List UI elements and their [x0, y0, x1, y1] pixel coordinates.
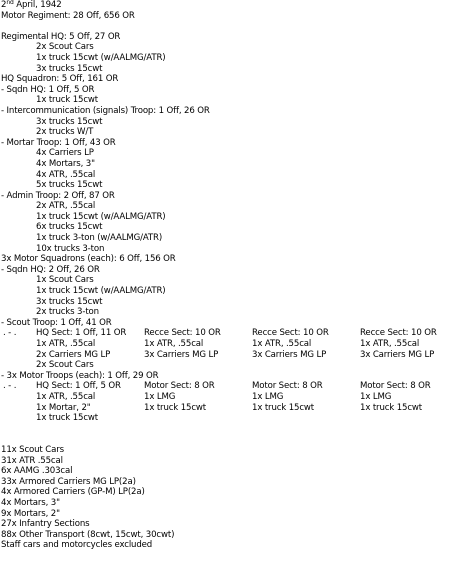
section-cell: 3x Carriers MG LP	[360, 349, 435, 360]
total-line: 4x Armored Carriers (GP-M) LP(2a)	[1, 487, 145, 498]
section-cell: 1x LMG	[360, 391, 392, 402]
admin-troop-title: - Admin Troop: 2 Off, 87 OR	[1, 190, 115, 201]
sqdn-hq-title: - Sqdn HQ: 1 Off, 5 OR	[1, 84, 95, 95]
equipment-line: 6x trucks 15cwt	[36, 222, 103, 233]
equipment-line: 3x trucks 15cwt	[36, 63, 103, 74]
equipment-line: 1x Scout Cars	[36, 275, 94, 286]
equipment-line: 1x truck 15cwt (w/AALMG/ATR)	[36, 52, 166, 63]
equipment-line: 1x truck 15cwt (w/AALMG/ATR)	[36, 211, 166, 222]
section-row	[1, 350, 473, 361]
total-line: 33x Armored Carriers MG LP(2a)	[1, 476, 136, 487]
section-cell: 1x ATR, .55cal	[36, 339, 96, 349]
equipment-line: 1x truck 15cwt (w/AALMG/ATR)	[36, 286, 166, 297]
equipment-line: 4x Mortars, 3"	[36, 158, 95, 169]
equipment-line: 2x Scout Cars	[36, 42, 94, 53]
section-row	[1, 403, 473, 414]
section-cell: 2x Carriers MG LP	[36, 349, 111, 360]
total-line: 88x Other Transport (8cwt, 15cwt, 30cwt)	[1, 529, 175, 540]
section-cell: 1x LMG	[252, 391, 284, 402]
section-row	[1, 360, 473, 371]
section-cell: 1x LMG	[144, 391, 176, 402]
section-cell: 1x Mortar, 2"	[36, 402, 91, 413]
row-prefix: . - .	[3, 381, 17, 392]
section-cell: 1x ATR, .55cal	[252, 339, 312, 349]
section-cell: 1x ATR, .55cal	[144, 339, 204, 349]
equipment-line: 1x truck 15cwt	[36, 95, 99, 106]
motor-squadrons-title: 3x Motor Squadrons (each): 6 Off, 156 OR	[1, 254, 176, 265]
equipment-line: 5x trucks 15cwt	[36, 180, 103, 191]
equipment-line: 4x ATR, .55cal	[36, 169, 96, 180]
total-line: 9x Mortars, 2"	[1, 508, 60, 519]
section-row	[1, 339, 473, 350]
motor-troops-title: - 3x Motor Troops (each): 1 Off, 29 OR	[1, 370, 159, 381]
sqdn-hq-title: - Sqdn HQ: 2 Off, 26 OR	[1, 264, 100, 275]
row-prefix: . - .	[3, 328, 17, 339]
section-cell: Recce Sect: 10 OR	[252, 328, 329, 339]
scout-troop-title: - Scout Troop: 1 Off, 41 OR	[1, 317, 112, 328]
section-row	[1, 381, 473, 392]
order-of-battle-document	[1, 0, 473, 551]
section-cell: 3x Carriers MG LP	[144, 349, 219, 360]
section-cell: 1x truck 15cwt	[252, 402, 315, 413]
section-cell: 1x truck 15cwt	[36, 413, 99, 424]
mortar-troop-title: - Mortar Troop: 1 Off, 43 OR	[1, 137, 116, 148]
equipment-line: 2x ATR, .55cal	[36, 201, 96, 212]
section-cell: HQ Sect: 1 Off, 11 OR	[36, 328, 127, 339]
equipment-line: 4x Carriers LP	[36, 148, 94, 159]
equipment-line: 3x trucks 15cwt	[36, 296, 103, 307]
equipment-line: 2x trucks 3-ton	[36, 307, 99, 318]
section-row	[1, 328, 473, 339]
section-cell: Motor Sect: 8 OR	[360, 381, 431, 392]
intercommunication-troop-title: - Intercommunication (signals) Troop: 1 Off, 26 OR	[1, 105, 210, 116]
regimental-hq-title: Regimental HQ: 5 Off, 27 OR	[1, 31, 121, 42]
section-cell: 1x ATR, .55cal	[36, 391, 96, 402]
hq-squadron-title: HQ Squadron: 5 Off, 161 OR	[1, 74, 119, 85]
total-line: 11x Scout Cars	[1, 444, 64, 455]
section-row	[1, 413, 473, 424]
section-row	[1, 392, 473, 403]
section-cell: 1x truck 15cwt	[360, 402, 423, 413]
section-cell: HQ Sect: 1 Off, 5 OR	[36, 381, 121, 392]
section-cell: 1x ATR, .55cal	[360, 339, 420, 349]
equipment-line: 3x trucks 15cwt	[36, 116, 103, 127]
equipment-line: 10x trucks 3-ton	[36, 243, 105, 254]
equipment-line: 1x truck 3-ton (w/AALMG/ATR)	[36, 233, 163, 244]
section-cell: 2x Scout Cars	[36, 360, 94, 371]
section-cell: Motor Sect: 8 OR	[144, 381, 215, 392]
regiment-summary: Motor Regiment: 28 Off, 656 OR	[1, 10, 135, 21]
equipment-line: 2x trucks W/T	[36, 127, 94, 138]
total-line: 6x AAMG .303cal	[1, 466, 73, 477]
document-date: 2nd April, 1942	[1, 0, 62, 10]
total-line: 31x ATR .55cal	[1, 455, 63, 466]
section-cell: 1x truck 15cwt	[144, 402, 207, 413]
total-note: Staff cars and motorcycles excluded	[1, 540, 153, 551]
section-cell: Recce Sect: 10 OR	[360, 328, 437, 339]
section-cell: Recce Sect: 10 OR	[144, 328, 221, 339]
total-line: 4x Mortars, 3"	[1, 497, 60, 508]
section-cell: Motor Sect: 8 OR	[252, 381, 323, 392]
section-cell: 3x Carriers MG LP	[252, 349, 327, 360]
total-line: 27x Infantry Sections	[1, 519, 90, 530]
